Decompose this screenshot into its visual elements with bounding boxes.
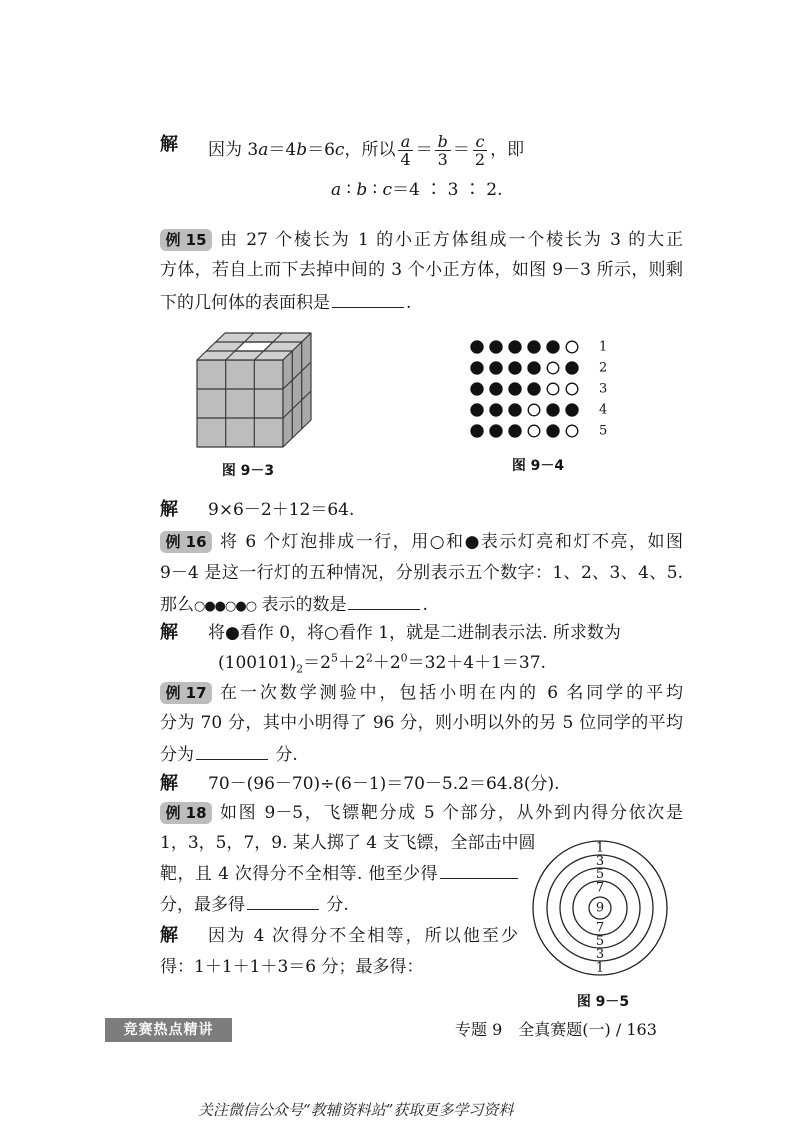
example-16-line-2: 9－4 是这一行灯的五种情况，分别表示五个数字：1、2、3、4、5. [160, 563, 683, 583]
example-18-line-4 [160, 893, 349, 917]
example-18-line-2: 1，3，5，7，9. 某人掷了 4 支飞镖，全部击中圆 [160, 833, 536, 853]
bulb-off-dot [547, 425, 560, 438]
question-text: 分，最多得 [160, 895, 245, 915]
question-text: 靶，且 4 次得分不全相等. 他至少得 [160, 864, 438, 884]
figure-9-5-caption: 图 9－5 [576, 994, 630, 1010]
example-16-badge: 例 16 [160, 531, 212, 553]
ratio-values: ＝4 ∶ 3 ∶ 2. [392, 180, 503, 200]
row-label: 2 [599, 360, 608, 376]
solution-14-line [208, 132, 525, 169]
grid-line [254, 333, 282, 360]
end-mark: . [406, 293, 412, 313]
example-18-line-3 [160, 862, 520, 886]
bulb-off-dot [509, 362, 522, 375]
numerator: b [435, 133, 451, 151]
solution-18-line-1: 因为 4 次得分不全相等，所以他至少 [208, 926, 518, 946]
bulb-off-dot [528, 383, 541, 396]
solution-15-text: 9×6－2＋12＝64. [208, 500, 355, 520]
binary-number: (100101) [218, 653, 297, 673]
unit-text: 分. [321, 895, 349, 915]
variable-b: b [356, 180, 368, 200]
example-17-line-3 [160, 743, 298, 767]
text-segment: ＝6 [307, 140, 335, 160]
row-label: 4 [599, 402, 608, 418]
unit-text: 分. [270, 745, 298, 765]
solution-16-line-1: 将●看作 0，将○看作 1，就是二进制表示法. 所求数为 [208, 623, 621, 643]
bulb-off-dot [490, 383, 503, 396]
denominator: 3 [437, 150, 448, 169]
bulb-on-dot [528, 404, 540, 416]
end-mark: . [422, 595, 428, 615]
example-15-line-3 [160, 291, 411, 315]
question-text: 分为 [160, 745, 194, 765]
example-16-line-1: 将 6 个灯泡排成一行，用○和●表示灯亮和灯不亮，如图 [220, 532, 683, 552]
question-text: 那么 [160, 595, 194, 615]
bulb-off-dot [471, 425, 484, 438]
bulb-off-dot [471, 341, 484, 354]
ring-score: 1 [595, 960, 605, 976]
solution-label: 解 [160, 134, 178, 155]
example-17-line-1: 在一次数学测验中，包括小明在内的 6 名同学的平均 [220, 683, 683, 703]
solution-label: 解 [160, 499, 178, 520]
bullseye-score: 9 [595, 900, 605, 916]
question-text: 表示的数是 [256, 595, 347, 615]
ring-score: 5 [595, 867, 605, 882]
fraction-a-over-4 [397, 133, 413, 168]
bulb-off-dot [566, 404, 579, 417]
bulb-off-dot [528, 362, 541, 375]
row-label: 1 [599, 339, 608, 355]
text-segment: ，即 [490, 140, 525, 160]
bulb-off-dot [566, 362, 579, 375]
solution-17-text: 70－(96－70)÷(6－1)＝70－5.2＝64.8(分). [208, 774, 560, 794]
ratio-sign: ∶ [341, 180, 357, 200]
bulb-on-dot [566, 341, 578, 353]
row-label: 3 [599, 381, 608, 397]
solution-18-line-2: 得：1＋1＋1＋3＝6 分；最多得： [160, 957, 424, 977]
ring-score: 7 [595, 880, 605, 896]
example-17-badge: 例 17 [160, 682, 212, 704]
grid-line [226, 333, 254, 360]
cube-removed-hole [235, 342, 273, 351]
ring-score: 3 [595, 854, 605, 869]
variable-a: a [258, 140, 269, 160]
grid-line [283, 391, 311, 418]
exponent: 0 [400, 651, 408, 665]
expression-part: ＋2 [372, 653, 401, 673]
cube-front-face [197, 360, 283, 447]
ring-score: 5 [595, 934, 605, 949]
example-17-line-2: 分为 70 分，其中小明得了 96 分，则小明以外的另 5 位同学的平均 [160, 713, 683, 733]
variable-c: c [334, 140, 345, 160]
figure-9-3-caption: 图 9－3 [221, 463, 275, 479]
grid-line [283, 362, 311, 389]
ring-score: 3 [595, 947, 605, 962]
numerator: a [398, 133, 414, 151]
bulb-off-dot [471, 362, 484, 375]
bulb-off-dot [471, 383, 484, 396]
answer-blank [196, 743, 268, 760]
cube-right-face [283, 333, 311, 447]
equals-sign: ＝ [415, 140, 433, 160]
page-number: 163 [626, 1020, 657, 1039]
fraction-c-over-2 [472, 133, 488, 168]
numerator: c [473, 133, 488, 151]
exponent: 2 [365, 651, 373, 665]
equals-sign: ＝ [452, 140, 470, 160]
ratio-sign: ∶ [367, 180, 383, 200]
ring-score: 7 [595, 920, 605, 936]
bulb-on-dot [566, 425, 578, 437]
text-segment: ，所以 [344, 140, 396, 160]
bulb-off-dot [528, 341, 541, 354]
bulb-off-dot [547, 341, 560, 354]
question-text: 下的几何体的表面积是 [160, 293, 330, 313]
bulb-off-dot [509, 341, 522, 354]
fraction-b-over-3 [435, 133, 451, 168]
cube-top-face [197, 333, 311, 360]
example-15-line-1: 由 27 个棱长为 1 的小正方体组成一个棱长为 3 的大正 [220, 230, 683, 250]
bulb-on-dot [528, 425, 540, 437]
exponent: 5 [331, 651, 338, 665]
figure-9-4-caption: 图 9－4 [511, 458, 565, 474]
ring-score: 1 [595, 840, 605, 856]
light-pattern: ○●●○●○ [194, 599, 257, 614]
bulb-off-dot [509, 425, 522, 438]
bulb-off-dot [509, 404, 522, 417]
bulb-off-dot [490, 341, 503, 354]
solution-label: 解 [160, 622, 178, 643]
row-label: 5 [599, 423, 608, 439]
text-segment: 因为 3 [208, 140, 259, 160]
variable-a: a [331, 180, 342, 200]
solution-16-line-2 [218, 651, 546, 675]
variable-c: c [382, 180, 393, 200]
bulb-on-dot [547, 362, 559, 374]
bulb-off-dot [490, 404, 503, 417]
running-head [455, 1018, 657, 1042]
bulb-off-dot [547, 404, 560, 417]
bulb-on-dot [547, 383, 559, 395]
section-tag: 竞赛热点精讲 [105, 1018, 232, 1042]
base-subscript: 2 [296, 662, 304, 676]
solution-label: 解 [160, 773, 178, 794]
denominator: 2 [474, 150, 486, 169]
text-segment: ＝4 [268, 140, 297, 160]
expression-part: ＝2 [303, 653, 331, 673]
answer-blank [440, 862, 518, 879]
denominator: 4 [400, 150, 411, 169]
answer-blank [332, 291, 404, 308]
example-15-line-2: 方体，若自上而下去掉中间的 3 个小正方体，如图 9－3 所示，则剩 [160, 260, 683, 280]
bulb-off-dot [509, 383, 522, 396]
bottom-note: 关注微信公众号“教辅资料站”获取更多学习资料 [198, 1101, 514, 1119]
variable-b: b [296, 140, 308, 160]
expression-part: ＋2 [338, 653, 366, 673]
bulb-off-dot [490, 362, 503, 375]
dot-grid-figure [470, 339, 610, 439]
solution-label: 解 [160, 925, 178, 946]
bulb-off-dot [490, 425, 503, 438]
expression-part: ＝32＋4＋1＝37. [407, 653, 546, 673]
answer-blank [348, 593, 420, 610]
answer-blank [247, 893, 319, 910]
example-16-line-3 [160, 593, 428, 617]
example-15-badge: 例 15 [160, 229, 212, 251]
example-18-badge: 例 18 [160, 802, 212, 824]
example-18-line-1: 如图 9－5，飞镖靶分成 5 个部分，从外到内得分依次是 [220, 803, 683, 823]
bulb-on-dot [566, 383, 578, 395]
bulb-off-dot [471, 404, 484, 417]
dartboard-figure [530, 838, 670, 978]
chapter-title: 专题 9 全真赛题(一) / [455, 1020, 627, 1039]
ratio-equation [331, 178, 503, 202]
